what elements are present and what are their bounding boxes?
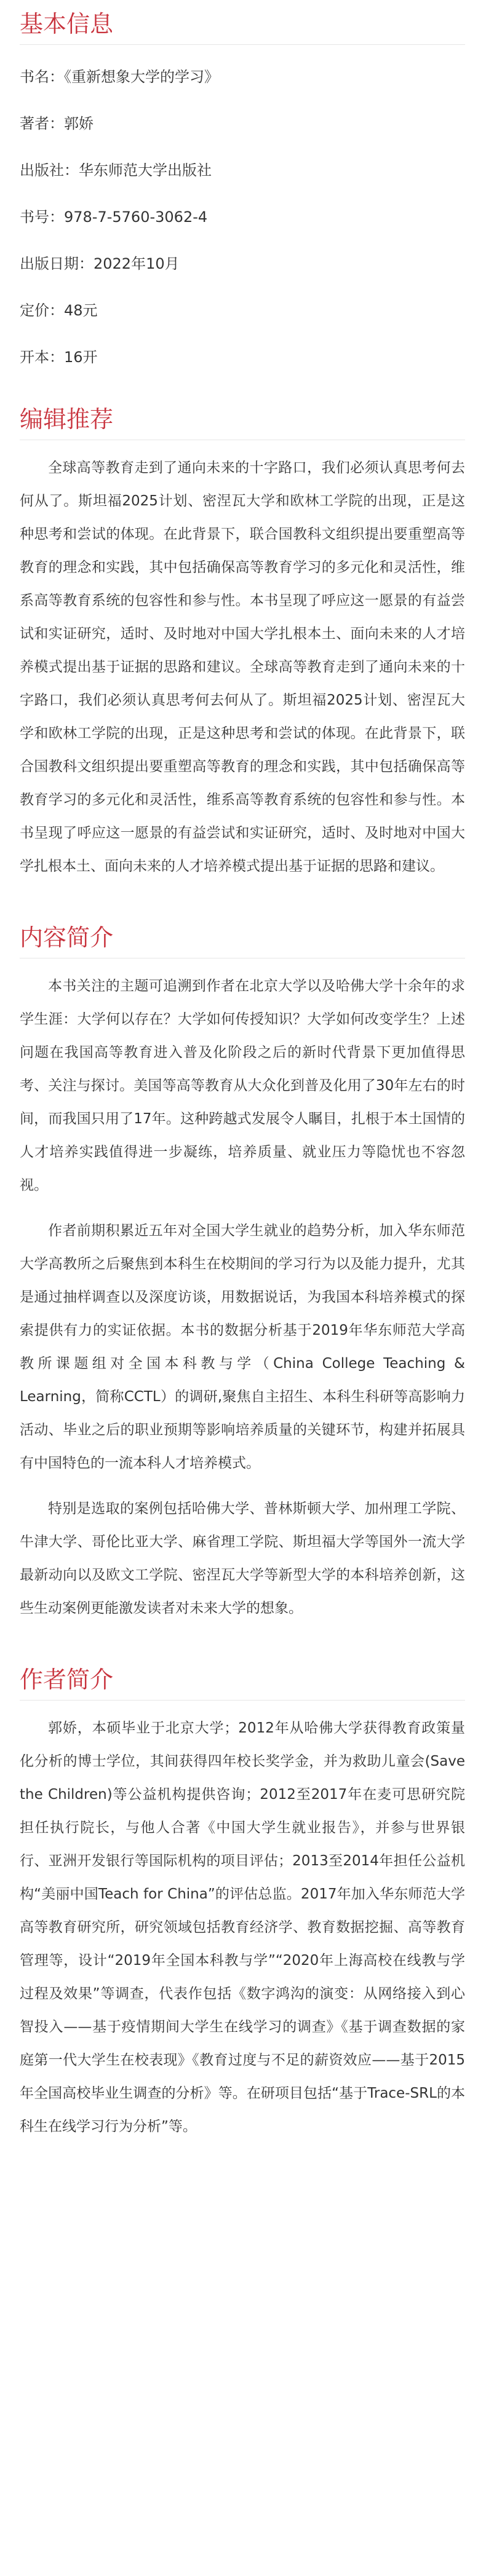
basic-info-list [20,45,465,365]
paragraph: 特别是选取的案例包括哈佛大学、普林斯顿大学、加州理工学院、牛津大学、哥伦比亚大学、麻省理工学院、斯坦福大学等国外一流大学最新动向以及欧文工学院、密涅瓦大学等新型大学的本科培养创新，这些生动案例更能激发读者对未来大学的想象。 [20,1501,465,1616]
isbn-row: 书号：978-7-5760-3062-4 [20,208,208,226]
publisher-row: 出版社：华东师范大学出版社 [20,162,212,179]
paragraph: 本书关注的主题可追溯到作者在北京大学以及哈佛大学十余年的求学生涯：大学何以存在？大学如何传授知识？大学如何改变学生？上述问题在我国高等教育进入普及化阶段之后的新时代背景下更加值得思考、关注与探讨。美国等高等教育从大众化到普及化用了30年左右的时间，而我国只用了17年。这种跨越式发展令人瞩目，扎根于本土国情的人才培养实践值得进一步凝练，培养质量、就业压力等隐忧也不容忽视。 [20,978,465,1193]
price-row: 定价：48元 [20,302,98,319]
publish-date-row: 出版日期：2022年10月 [20,255,180,272]
author-intro-section [20,1625,465,2143]
paragraph: 郭娇，本硕毕业于北京大学；2012年从哈佛大学获得教育政策量化分析的博士学位，其间获得四年校长奖学金，并为救助儿童会(Save the Children)等公益机构提供咨询；2012至2017年在麦可思研究院担任执行院长，与他人合著《中国大学生就业报告》，并参与世界银行、亚洲开发银行等国际机构的项目评估；2013至2014年担任公益机构“美丽中国Teach for China”的评估总监。2017年加入华东师范大学高等教育研究所，研究领域包括教育经济学、教育数据挖掘、高等教育管理等，设计“2019年全国本科教与学”“2020年上海高校在线教与学过程及效果”等调查，代表作包括《数字鸿沟的演变：从网络接入到心智投入——基于疫情期间大学生在线学习的调查》《基于调查数据的家庭第一代大学生在校表现》《教育过度与不足的薪资效应——基于2015年全国高校毕业生调查的分析》等。在研项目包括“基于Trace-SRL的本科生在线学习行为分析”等。 [20,1720,465,2135]
editor-recommend-heading: 编辑推荐 [20,406,114,433]
author-intro-heading: 作者简介 [20,1666,114,1693]
format-row: 开本：16开 [20,349,98,366]
book-title-row: 书名：《重新想象大学的学习》 [20,68,219,85]
basic-info-section [20,0,465,365]
paragraph: 作者前期积累近五年对全国大学生就业的趋势分析，加入华东师范大学高教所之后聚焦到本科生在校期间的学习行为以及能力提升，尤其是通过抽样调查以及深度访谈，用数据说话，为我国本科培养模式的探索提供有力的实证依据。本书的数据分析基于2019年华东师范大学高教所课题组对全国本科教与学（China College Teaching & Learning，简称CCTL）的调研,聚焦自主招生、本科生科研等高影响力活动、毕业之后的职业预期等影响培养质量的关键环节，构建并拓展具有中国特色的一流本科人才培养模式。 [20,1223,465,1471]
editor-recommend-body [20,440,465,883]
paragraph: 全球高等教育走到了通向未来的十字路口，我们必须认真思考何去何从了。斯坦福2025计划、密涅瓦大学和欧林工学院的出现，正是这种思考和尝试的体现。在此背景下，联合国教科文组织提出要重塑高等教育的理念和实践，其中包括确保高等教育学习的多元化和灵活性，维系高等教育系统的包容性和参与性。本书呈现了呼应这一愿景的有益尝试和实证研究，适时、及时地对中国大学扎根本土、面向未来的人才培养模式提出基于证据的思路和建议。全球高等教育走到了通向未来的十字路口，我们必须认真思考何去何从了。斯坦福2025计划、密涅瓦大学和欧林工学院的出现，正是这种思考和尝试的体现。在此背景下，联合国教科文组织提出要重塑高等教育的理念和实践，其中包括确保高等教育学习的多元化和灵活性，维系高等教育系统的包容性和参与性。本书呈现了呼应这一愿景的有益尝试和实证研究，适时、及时地对中国大学扎根本土、面向未来的人才培养模式提出基于证据的思路和建议。 [20,460,465,874]
author-row: 著者：郭娇 [20,115,94,132]
content-summary-body [20,958,465,1625]
author-intro-body [20,1701,465,2143]
editor-recommend-section [20,365,465,883]
basic-info-heading: 基本信息 [20,10,114,38]
content-summary-section [20,883,465,1625]
content-summary-heading: 内容简介 [20,924,114,951]
